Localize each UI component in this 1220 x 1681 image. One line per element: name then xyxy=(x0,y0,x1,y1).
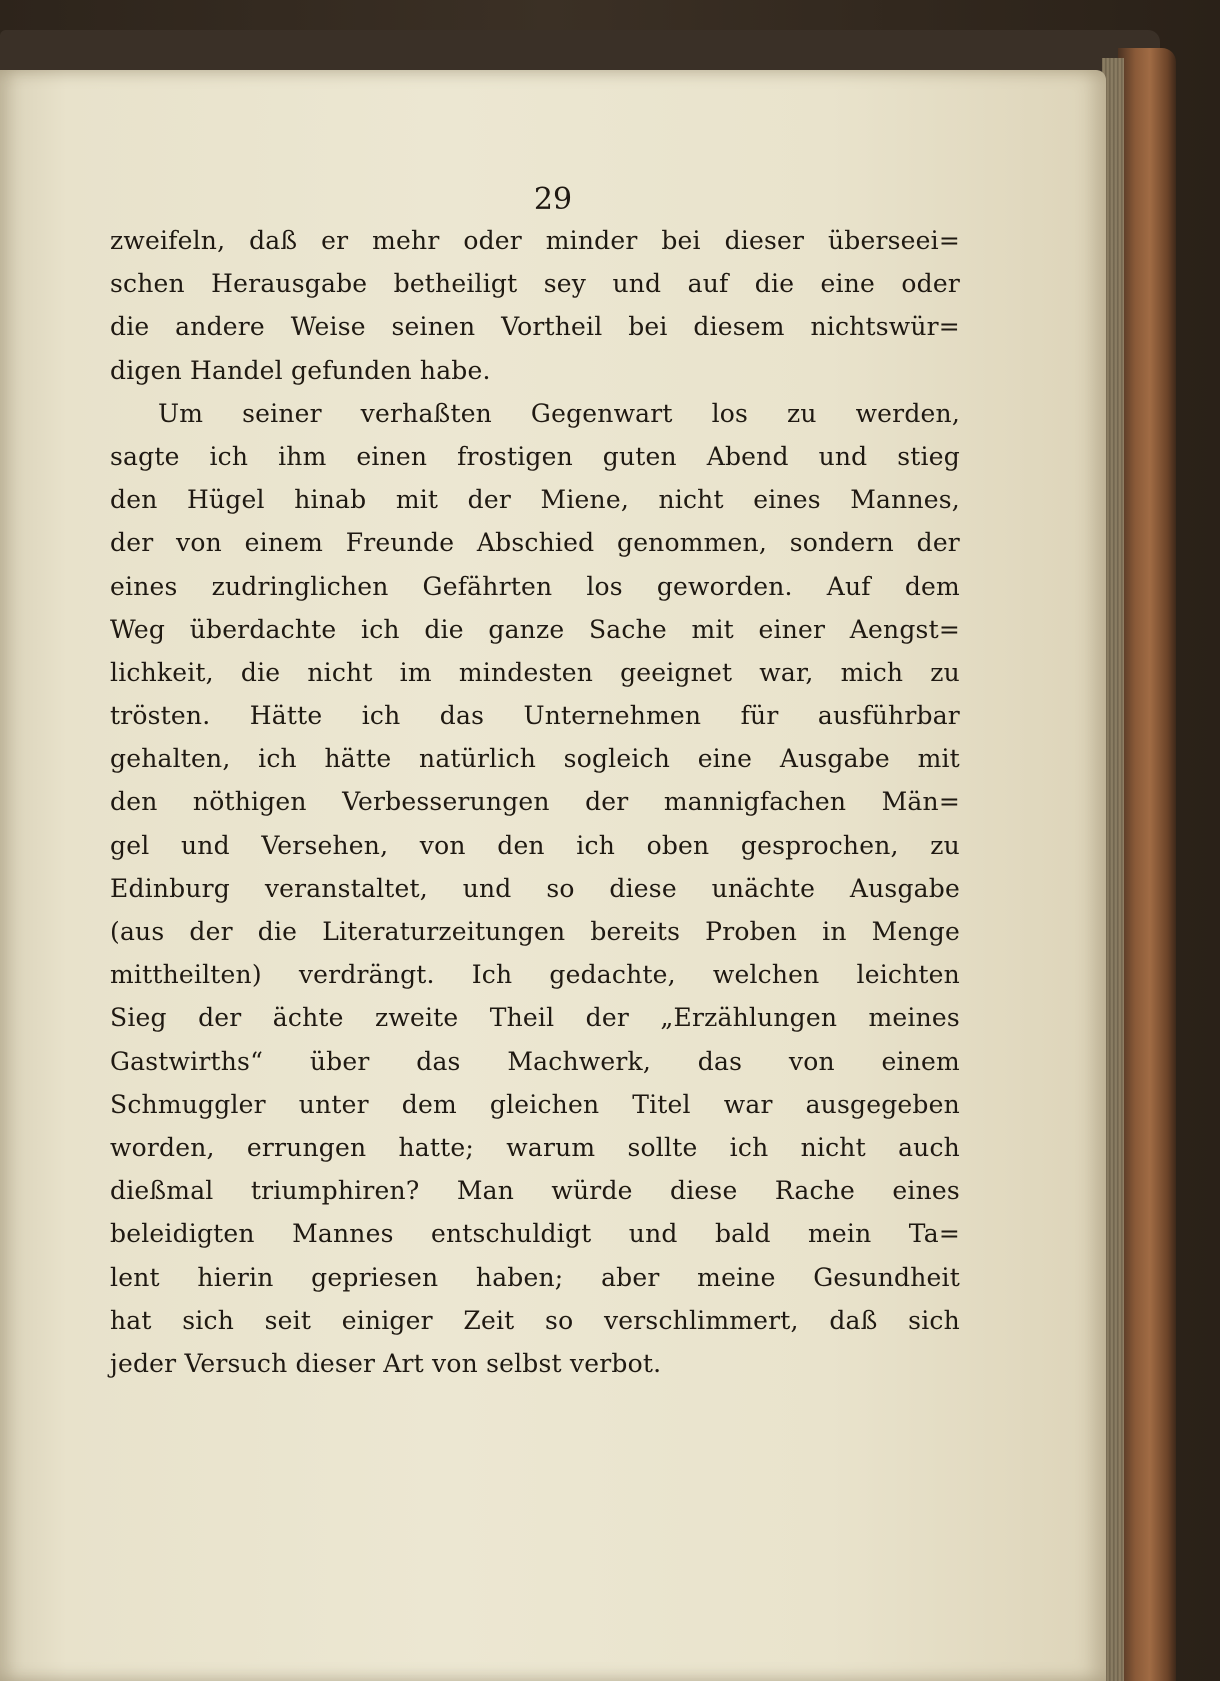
text-line xyxy=(110,269,960,312)
word: für xyxy=(740,701,779,731)
word: bei xyxy=(628,312,668,342)
word: eines xyxy=(110,571,178,601)
word: unächte xyxy=(711,873,816,903)
text-line xyxy=(110,528,960,571)
word: ächte xyxy=(272,1003,344,1033)
word: Miene, xyxy=(540,485,629,515)
word: mich xyxy=(840,657,904,687)
word: meines xyxy=(868,1003,960,1033)
word: Schmuggler xyxy=(110,1089,266,1119)
text-line xyxy=(110,399,960,442)
text-line xyxy=(110,1219,960,1262)
text-line: jeder Versuch dieser Art von selbst verbot. xyxy=(110,1348,662,1378)
word: Theil xyxy=(489,1003,555,1033)
word: lichkeit, xyxy=(110,657,214,687)
text-line xyxy=(110,442,960,485)
word: hat xyxy=(110,1305,152,1335)
word: das xyxy=(439,701,485,731)
word: sondern xyxy=(789,528,894,558)
word: eine xyxy=(820,269,876,299)
word: dießmal xyxy=(110,1176,214,1206)
word: der xyxy=(198,1003,242,1033)
word: das xyxy=(416,1046,461,1076)
word: ausgegeben xyxy=(805,1089,960,1119)
word: mehr xyxy=(372,226,440,255)
word: Weg xyxy=(110,614,166,644)
word: ich xyxy=(576,830,615,860)
word: zweifeln, xyxy=(110,226,226,255)
word: nicht xyxy=(658,485,724,515)
word: einer xyxy=(758,614,826,644)
word: Man xyxy=(456,1176,515,1206)
word: der xyxy=(585,1003,629,1033)
word: Weise xyxy=(290,312,366,342)
word: Abschied xyxy=(476,528,595,558)
word: Versehen, xyxy=(261,830,389,860)
word: daß xyxy=(829,1305,878,1335)
word: Mannes xyxy=(292,1219,394,1249)
word: ausführbar xyxy=(817,701,960,731)
word: und xyxy=(612,269,662,299)
word: auf xyxy=(687,269,729,299)
word: seinen xyxy=(391,312,476,342)
word: haben; xyxy=(475,1262,564,1292)
word: Titel xyxy=(632,1089,691,1119)
word: Proben xyxy=(705,917,798,946)
word: der xyxy=(585,787,629,817)
word: von xyxy=(788,1046,835,1076)
text-line xyxy=(110,960,960,1003)
word: aber xyxy=(601,1262,660,1292)
word: überdachte xyxy=(189,614,337,644)
word: mittheilten) xyxy=(110,960,262,990)
word: stieg xyxy=(897,441,960,471)
word: die xyxy=(424,614,464,644)
text-line xyxy=(110,1047,960,1090)
word: Menge xyxy=(871,917,960,946)
word: Abend xyxy=(706,441,789,471)
word: Herausgabe xyxy=(211,269,368,299)
word: verhaßten xyxy=(360,398,492,428)
word: los xyxy=(711,398,749,428)
word: Verbesserungen xyxy=(342,787,550,817)
word: leichten xyxy=(856,960,960,990)
word: einem xyxy=(244,528,324,558)
word: bei xyxy=(661,226,701,255)
word: hätte xyxy=(324,744,392,774)
word: von xyxy=(176,528,222,558)
word: Ausgabe xyxy=(779,744,890,774)
word: ich xyxy=(258,744,297,774)
word: nichtswür= xyxy=(810,312,960,342)
word: zu xyxy=(930,830,960,860)
text-line xyxy=(110,485,960,528)
text-line xyxy=(110,1176,960,1219)
word: die xyxy=(110,312,150,342)
word: sich xyxy=(908,1305,960,1335)
word: dem xyxy=(904,571,960,601)
word: andere xyxy=(175,312,265,342)
word: oben xyxy=(646,830,710,860)
leather-binding-edge xyxy=(1118,48,1176,1681)
word: Unternehmen xyxy=(523,701,702,731)
word: veranstaltet, xyxy=(264,873,428,903)
word: geeignet xyxy=(620,657,733,687)
word: Gegenwart xyxy=(530,398,673,428)
word: Mannes, xyxy=(850,485,960,515)
word: Hätte xyxy=(249,701,323,731)
text-line xyxy=(110,1090,960,1133)
word: die xyxy=(754,269,795,299)
word: hatte; xyxy=(398,1132,475,1162)
word: gepriesen xyxy=(311,1262,439,1292)
word: mein xyxy=(808,1219,872,1249)
text-line xyxy=(110,1306,960,1349)
word: den xyxy=(497,830,545,860)
word: das xyxy=(697,1046,743,1076)
word: diese xyxy=(670,1176,738,1206)
text-line xyxy=(110,744,960,787)
word: überseei= xyxy=(827,226,960,255)
word: Aengst= xyxy=(849,614,960,644)
word: und xyxy=(180,830,230,860)
word: sey xyxy=(543,269,587,299)
word: würde xyxy=(551,1176,633,1206)
word: gesprochen, xyxy=(740,830,899,860)
word: Auf xyxy=(826,571,871,601)
word: Edinburg xyxy=(110,873,231,903)
word: Män= xyxy=(881,787,960,817)
word: ganze xyxy=(488,614,565,644)
text-line xyxy=(110,312,960,355)
word: gehalten, xyxy=(110,744,231,774)
word: er xyxy=(321,226,349,255)
word: Freunde xyxy=(345,528,455,558)
word: hinab xyxy=(294,485,367,515)
word: Zeit xyxy=(463,1305,515,1335)
text-line xyxy=(110,572,960,615)
book-page xyxy=(0,70,1106,1681)
text-line xyxy=(110,615,960,658)
text-line xyxy=(110,226,960,269)
word: Vortheil xyxy=(501,312,603,342)
text-line xyxy=(110,874,960,917)
text-line xyxy=(110,701,960,744)
word: die xyxy=(240,657,281,687)
word: seit xyxy=(264,1305,312,1335)
word: los xyxy=(586,571,623,601)
word: Ich xyxy=(471,960,513,990)
word: Gastwirths“ xyxy=(110,1046,264,1076)
word: und xyxy=(462,873,512,903)
word: zu xyxy=(786,398,817,428)
word: ich xyxy=(209,441,249,471)
word: einem xyxy=(881,1046,960,1076)
text-line xyxy=(110,917,960,960)
word: meine xyxy=(697,1262,776,1292)
word: ihm xyxy=(278,441,327,471)
word: sollte xyxy=(627,1132,698,1162)
word: den xyxy=(110,485,158,515)
word: beleidigten xyxy=(110,1219,255,1249)
word: natürlich xyxy=(419,744,537,774)
text-line: digen Handel gefunden habe. xyxy=(110,355,491,385)
word: Gefährten xyxy=(422,571,553,601)
word: die xyxy=(257,917,298,946)
word: bereits xyxy=(590,917,681,946)
word: sagte xyxy=(110,441,180,471)
word: unter xyxy=(298,1089,369,1119)
word: geworden. xyxy=(656,571,793,601)
word: diese xyxy=(609,873,677,903)
word: war, xyxy=(759,657,814,687)
word: über xyxy=(309,1046,370,1076)
word: und xyxy=(628,1219,678,1249)
word: gleichen xyxy=(489,1089,600,1119)
word: „Erzählungen xyxy=(660,1003,838,1033)
word: warum xyxy=(506,1132,596,1162)
word: Gesundheit xyxy=(813,1262,960,1292)
word: einiger xyxy=(341,1305,433,1335)
word: einen xyxy=(356,441,428,471)
word: eines xyxy=(753,485,821,515)
word: ich xyxy=(361,701,401,731)
word: von xyxy=(419,830,466,860)
word: der xyxy=(916,528,960,558)
word: nicht xyxy=(800,1132,866,1162)
word: so xyxy=(545,1305,574,1335)
word: hierin xyxy=(197,1262,274,1292)
word: mit xyxy=(917,744,960,774)
word: mindesten xyxy=(458,657,594,687)
word: daß xyxy=(249,226,298,255)
word: errungen xyxy=(246,1132,367,1162)
word: guten xyxy=(602,441,677,471)
word: dem xyxy=(401,1089,457,1119)
word: in xyxy=(822,917,847,946)
word: frostigen xyxy=(457,441,573,471)
text-line xyxy=(110,787,960,830)
word: Ta= xyxy=(908,1219,960,1249)
word: mit xyxy=(395,485,439,515)
word: der xyxy=(467,485,512,515)
word: gel xyxy=(110,830,150,860)
word: mannigfachen xyxy=(663,787,847,817)
word: auch xyxy=(898,1132,960,1162)
word: oder xyxy=(463,226,522,255)
word: trösten. xyxy=(110,701,211,731)
word: sich xyxy=(182,1305,235,1335)
word: Sache xyxy=(588,614,667,644)
text-line xyxy=(110,1003,960,1046)
word: dieser xyxy=(724,226,805,255)
word: werden, xyxy=(855,398,960,428)
word: ich xyxy=(361,614,400,644)
word: lent xyxy=(110,1262,160,1292)
word: so xyxy=(546,873,575,903)
word: entschuldigt xyxy=(430,1219,592,1249)
word: worden, xyxy=(110,1132,215,1162)
word: verdrängt. xyxy=(298,960,435,990)
word: Literaturzeitungen xyxy=(322,917,566,946)
word: bald xyxy=(714,1219,771,1249)
body-text xyxy=(110,226,960,1392)
text-line xyxy=(110,1133,960,1176)
word: der xyxy=(110,528,154,558)
word: diesem xyxy=(693,312,785,342)
word: seiner xyxy=(242,398,322,428)
word: genommen, xyxy=(616,528,767,558)
word: Rache xyxy=(774,1176,856,1206)
word: schen xyxy=(110,269,185,299)
word: eines xyxy=(892,1176,960,1206)
word: (aus xyxy=(110,917,165,946)
word: Sieg xyxy=(110,1003,167,1033)
word: Hügel xyxy=(187,485,265,515)
text-line xyxy=(110,658,960,701)
page-number: 29 xyxy=(533,182,573,217)
word: zweite xyxy=(374,1003,459,1033)
word: sogleich xyxy=(563,744,671,774)
word: eine xyxy=(697,744,753,774)
word: welchen xyxy=(712,960,820,990)
word: betheiligt xyxy=(393,269,518,299)
word: Machwerk, xyxy=(507,1046,652,1076)
word: nöthigen xyxy=(192,787,307,817)
word: der xyxy=(189,917,233,946)
word: zudringlichen xyxy=(211,571,389,601)
word: den xyxy=(110,787,158,817)
word: nicht xyxy=(307,657,373,687)
word: triumphiren? xyxy=(250,1176,420,1206)
word: und xyxy=(818,441,868,471)
word: war xyxy=(723,1089,773,1119)
word: im xyxy=(399,657,432,687)
word: oder xyxy=(901,269,960,299)
word: ich xyxy=(729,1132,769,1162)
word: Ausgabe xyxy=(849,873,960,903)
text-line xyxy=(110,831,960,874)
word: gedachte, xyxy=(549,960,676,990)
word: zu xyxy=(930,657,960,687)
word: minder xyxy=(545,226,638,255)
text-line xyxy=(110,1263,960,1306)
word: Um xyxy=(158,398,204,428)
word: verschlimmert, xyxy=(603,1305,799,1335)
word: mit xyxy=(691,614,734,644)
